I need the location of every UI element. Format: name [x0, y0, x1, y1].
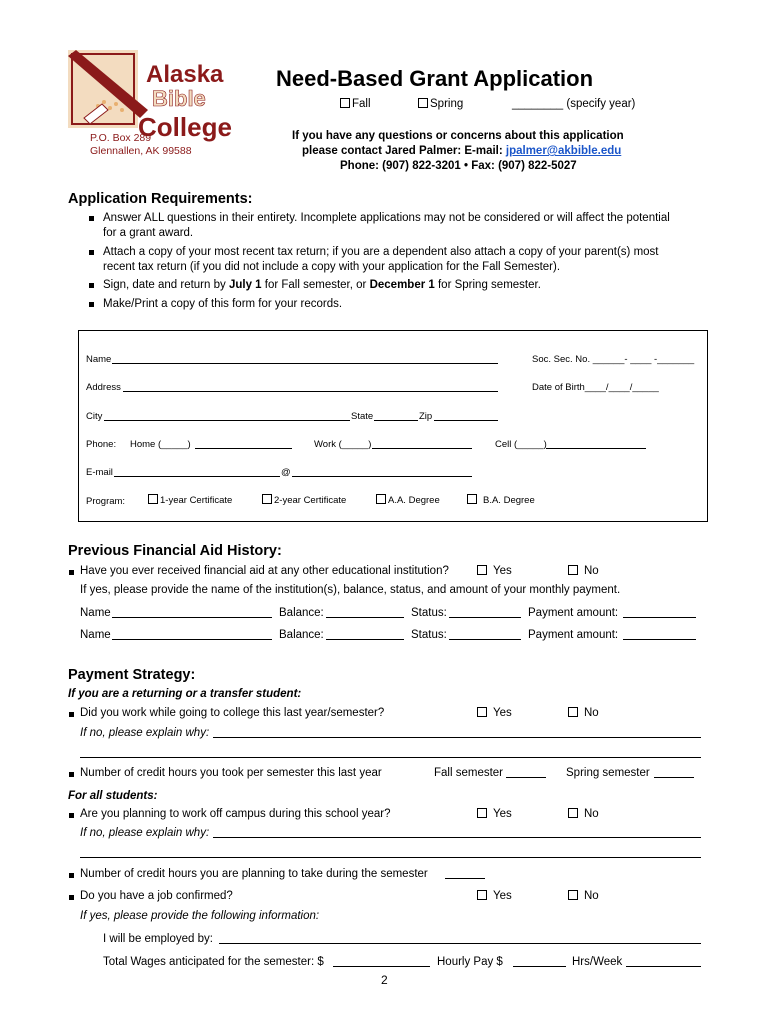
program-1yr-option[interactable]: 1-year Certificate: [148, 494, 232, 506]
bullet-icon: [69, 873, 74, 878]
page-title: Need-Based Grant Application: [276, 66, 594, 91]
aid-status-field-2[interactable]: [449, 628, 521, 640]
bullet-icon: [69, 895, 74, 900]
aid-payment-label: Payment amount:: [528, 607, 619, 619]
requirements-heading: Application Requirements:: [68, 191, 253, 207]
aid-name-label-2: Name: [80, 629, 111, 641]
explain-field-2[interactable]: [213, 826, 701, 838]
program-2yr-checkbox[interactable]: [262, 494, 272, 504]
req2-line2: recent tax return (if you did not include a copy with your application for the Fall Semester).: [103, 261, 561, 273]
bullet-icon: [89, 250, 94, 255]
bullet-icon: [89, 283, 94, 288]
job-yes-checkbox[interactable]: [477, 890, 487, 900]
spring-checkbox[interactable]: [418, 98, 428, 108]
work-phone-label: Work (_____): [314, 439, 372, 450]
spring-semester-field[interactable]: [654, 766, 694, 778]
req2-line1: Attach a copy of your most recent tax return; if you are a dependent also attach a copy of your parent(s) most: [103, 246, 659, 258]
aid-status-label-2: Status:: [411, 629, 447, 641]
explain-field-1[interactable]: [213, 726, 701, 738]
name-label: Name: [86, 354, 112, 365]
program-2yr-option[interactable]: 2-year Certificate: [262, 494, 346, 506]
logo-line2: Bible: [152, 86, 206, 111]
aid-no-checkbox[interactable]: [568, 565, 578, 575]
req3: Sign, date and return by July 1 for Fall semester, or December 1 for Spring semester.: [103, 279, 541, 291]
home-phone-label: Home (_____): [130, 439, 191, 450]
aid-status-label: Status:: [411, 607, 447, 619]
at-sign: @: [281, 467, 291, 478]
explain-label-2: If no, please explain why:: [80, 827, 210, 839]
work-phone-field[interactable]: [372, 437, 472, 449]
bullet-icon: [89, 302, 94, 307]
cell-phone-field[interactable]: [546, 437, 646, 449]
work-no-checkbox[interactable]: [568, 707, 578, 717]
aid-name-field[interactable]: [112, 606, 272, 618]
fall-checkbox[interactable]: [340, 98, 350, 108]
email-user-field[interactable]: [114, 465, 280, 477]
contact-line1: If you have any questions or concerns about this application: [292, 130, 624, 142]
employed-by-label: I will be employed by:: [103, 933, 213, 945]
aid-name-field-2[interactable]: [112, 628, 272, 640]
work-yes-option[interactable]: Yes: [477, 706, 512, 721]
hrs-week-label: Hrs/Week: [572, 956, 623, 968]
q-work-off-campus: Are you planning to work off campus during this school year?: [80, 808, 391, 820]
offcampus-yes-option[interactable]: Yes: [477, 807, 512, 822]
address-line2: Glennallen, AK 99588: [90, 145, 192, 157]
work-no-option[interactable]: No: [568, 706, 599, 721]
cell-phone-label: Cell (_____): [495, 439, 547, 450]
fall-option[interactable]: Fall: [340, 97, 371, 112]
offcampus-no-option[interactable]: No: [568, 807, 599, 822]
aid-payment-label-2: Payment amount:: [528, 629, 619, 641]
work-yes-checkbox[interactable]: [477, 707, 487, 717]
address-label: Address: [86, 382, 121, 393]
fall-semester-label: Fall semester: [434, 767, 504, 779]
q-work-last-year: Did you work while going to college this last year/semester?: [80, 707, 385, 719]
job-no-option[interactable]: No: [568, 889, 599, 904]
hourly-pay-field[interactable]: [513, 955, 566, 967]
bullet-icon: [69, 813, 74, 818]
offcampus-no-checkbox[interactable]: [568, 808, 578, 818]
email-domain-field[interactable]: [292, 465, 472, 477]
spring-semester-label: Spring semester: [566, 767, 650, 779]
bullet-icon: [69, 772, 74, 777]
aid-balance-label: Balance:: [279, 607, 324, 619]
aid-no-option[interactable]: No: [568, 564, 599, 579]
offcampus-yes-checkbox[interactable]: [477, 808, 487, 818]
program-ba-option[interactable]: B.A. Degree: [467, 494, 535, 506]
aid-ifyes: If yes, please provide the name of the institution(s), balance, status, and amount of your monthly payment.: [80, 584, 621, 596]
page-number: 2: [381, 973, 388, 987]
logo-line3: College: [138, 112, 232, 142]
bullet-icon: [69, 570, 74, 575]
aid-yes-option[interactable]: Yes: [477, 564, 512, 579]
home-phone-field[interactable]: [195, 437, 292, 449]
city-label: City: [86, 411, 103, 422]
fall-semester-field[interactable]: [506, 766, 546, 778]
address-line1: P.O. Box 289: [90, 132, 152, 144]
q-credit-hours-last: Number of credit hours you took per semester this last year: [80, 767, 382, 779]
aid-heading: Previous Financial Aid History:: [68, 543, 282, 559]
req1-line2: for a grant award.: [103, 227, 194, 239]
job-yes-option[interactable]: Yes: [477, 889, 512, 904]
year-field[interactable]: ________ (specify year): [512, 98, 636, 110]
explain-field-1b[interactable]: [80, 746, 701, 758]
aid-balance-field[interactable]: [326, 606, 404, 618]
state-label: State: [351, 411, 374, 422]
spring-option[interactable]: Spring: [418, 97, 463, 112]
phone-label: Phone:: [86, 439, 117, 450]
payment-heading: Payment Strategy:: [68, 667, 196, 683]
contact-line2: please contact Jared Palmer: E-mail: jpalmer@akbible.edu: [302, 145, 622, 157]
hrs-week-field[interactable]: [626, 955, 701, 967]
aid-balance-field-2[interactable]: [326, 628, 404, 640]
ssn-field[interactable]: Soc. Sec. No. ______- ____ -_______: [532, 354, 695, 365]
city-field[interactable]: [104, 409, 350, 421]
job-no-checkbox[interactable]: [568, 890, 578, 900]
aid-name-label: Name: [80, 607, 111, 619]
zip-label: Zip: [419, 411, 433, 422]
address-field[interactable]: [123, 380, 498, 392]
explain-label-1: If no, please explain why:: [80, 727, 210, 739]
aid-payment-field[interactable]: [623, 606, 696, 618]
program-aa-option[interactable]: A.A. Degree: [376, 494, 440, 506]
req4: Make/Print a copy of this form for your records.: [103, 298, 343, 310]
name-field[interactable]: [112, 352, 498, 364]
aid-balance-label-2: Balance:: [279, 629, 324, 641]
bullet-icon: [89, 216, 94, 221]
q-credit-hours-plan: Number of credit hours you are planning to take during the semester: [80, 868, 428, 880]
aid-status-field[interactable]: [449, 606, 521, 618]
employed-by-field[interactable]: [219, 932, 701, 944]
program-label: Program:: [86, 496, 126, 507]
aid-yes-checkbox[interactable]: [477, 565, 487, 575]
zip-field[interactable]: [434, 409, 498, 421]
hourly-pay-label: Hourly Pay $: [437, 956, 503, 968]
program-aa-checkbox[interactable]: [376, 494, 386, 504]
aid-payment-field-2[interactable]: [623, 628, 696, 640]
program-ba-checkbox[interactable]: [467, 494, 477, 504]
email-label: E-mail: [86, 467, 113, 478]
contact-email-link[interactable]: jpalmer@akbible.edu: [505, 145, 622, 157]
credit-hours-plan-field[interactable]: [445, 867, 485, 879]
logo-line1: Alaska: [146, 61, 224, 88]
bullet-icon: [69, 712, 74, 717]
all-students-subheading: For all students:: [68, 790, 158, 802]
req1-line1: Answer ALL questions in their entirety. Incomplete applications may not be considered or will affect the potential: [103, 212, 670, 224]
wages-label: Total Wages anticipated for the semester: $: [103, 956, 324, 968]
q-job-confirmed: Do you have a job confirmed?: [80, 890, 233, 902]
state-field[interactable]: [374, 409, 418, 421]
job-ifyes: If yes, please provide the following information:: [80, 910, 320, 922]
dob-field[interactable]: Date of Birth____/____/_____: [532, 382, 659, 393]
aid-question: Have you ever received financial aid at any other educational institution?: [80, 565, 449, 577]
wages-field[interactable]: [333, 955, 430, 967]
explain-field-2b[interactable]: [80, 846, 701, 858]
program-1yr-checkbox[interactable]: [148, 494, 158, 504]
returning-subheading: If you are a returning or a transfer student:: [68, 688, 302, 700]
contact-line3: Phone: (907) 822-3201 • Fax: (907) 822-5027: [340, 160, 577, 172]
